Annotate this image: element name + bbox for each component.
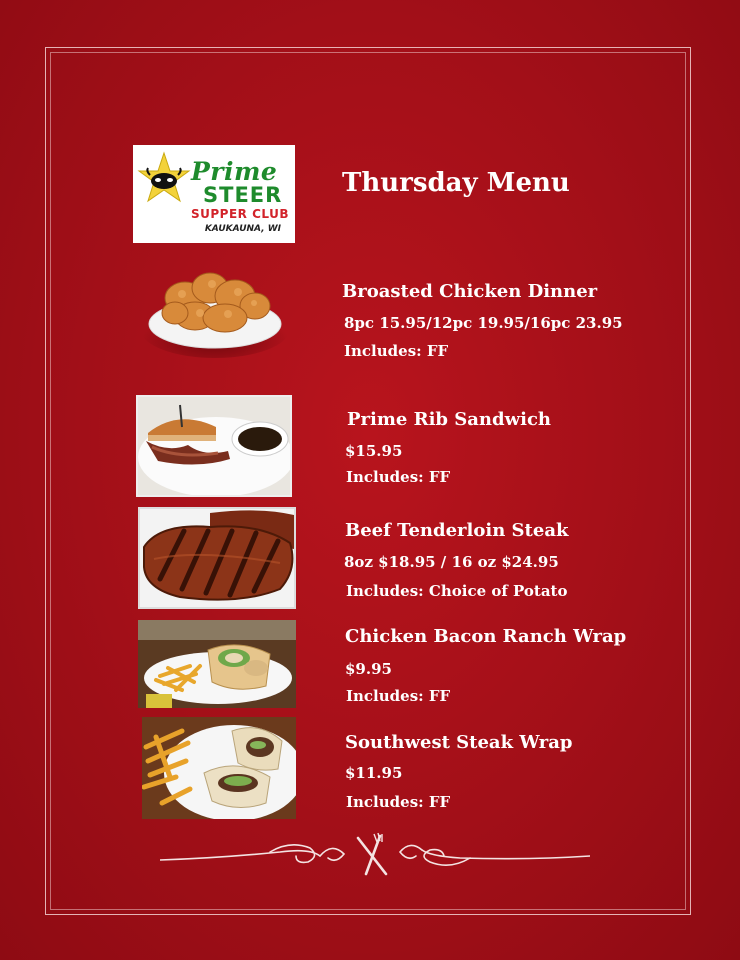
item-price-prime-rib-sandwich: $15.95	[345, 442, 403, 460]
item-includes-prime-rib-sandwich: Includes: FF	[346, 468, 451, 486]
logo-prime: Prime	[191, 157, 278, 186]
prime-rib-sandwich-photo	[136, 395, 292, 497]
item-price-chicken-bacon-ranch-wrap: $9.95	[345, 660, 392, 678]
item-includes-broasted-chicken: Includes: FF	[344, 342, 449, 360]
item-includes-chicken-bacon-ranch-wrap: Includes: FF	[346, 687, 451, 705]
fork-knife-flourish-icon	[160, 830, 590, 880]
star-bull-icon	[136, 151, 192, 207]
item-name-southwest-steak-wrap: Southwest Steak Wrap	[345, 732, 573, 753]
page-title: Thursday Menu	[342, 168, 570, 198]
item-name-prime-rib-sandwich: Prime Rib Sandwich	[347, 409, 551, 430]
steak-wrap-photo	[142, 717, 296, 819]
item-price-broasted-chicken: 8pc 15.95/12pc 19.95/16pc 23.95	[344, 314, 623, 332]
logo-location: KAUKAUNA, WI	[204, 224, 281, 234]
logo-steer: STEER	[203, 183, 283, 207]
chicken-wrap-photo	[138, 620, 296, 708]
item-name-chicken-bacon-ranch-wrap: Chicken Bacon Ranch Wrap	[345, 626, 627, 647]
item-price-southwest-steak-wrap: $11.95	[345, 764, 403, 782]
grilled-steak-photo	[138, 507, 296, 609]
item-name-broasted-chicken: Broasted Chicken Dinner	[342, 281, 598, 302]
item-includes-southwest-steak-wrap: Includes: FF	[346, 793, 451, 811]
logo-supper-club: SUPPER CLUB	[190, 207, 289, 221]
fried-chicken-photo	[140, 258, 290, 358]
prime-steer-logo	[133, 145, 295, 243]
item-includes-beef-tenderloin: Includes: Choice of Potato	[346, 582, 568, 600]
item-name-beef-tenderloin: Beef Tenderloin Steak	[345, 520, 569, 541]
item-price-beef-tenderloin: 8oz $18.95 / 16 oz $24.95	[344, 553, 559, 571]
